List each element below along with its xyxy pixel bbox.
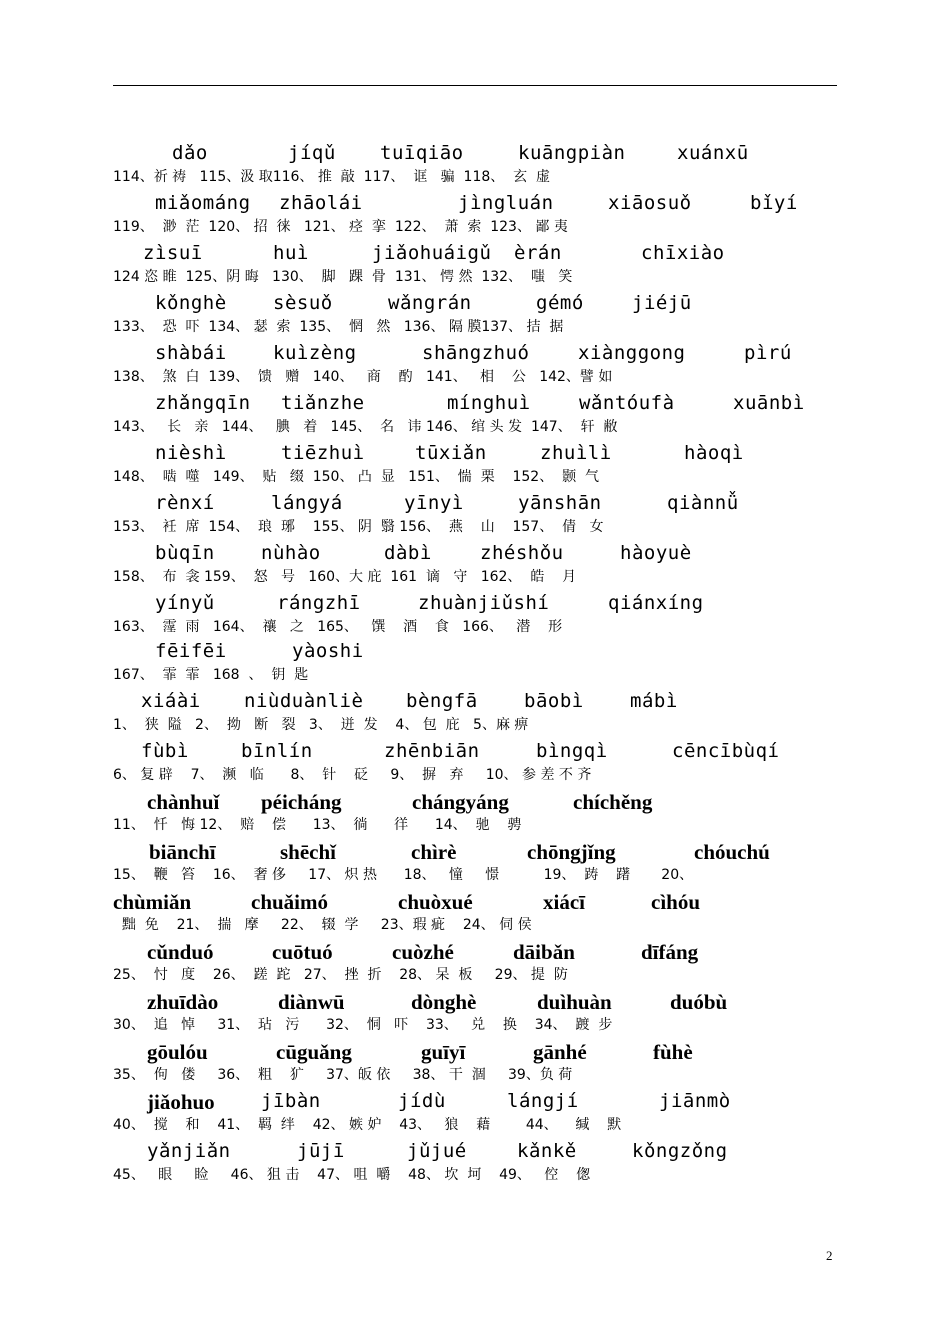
pinyin-word: xiácī bbox=[543, 890, 585, 914]
pinyin-word: huì bbox=[273, 242, 309, 264]
hanzi-line: 163、 霪 雨 164、 禳 之 165、 馔 酒 食 166、 潜 形 bbox=[113, 619, 563, 635]
pinyin-word: jiānmò bbox=[659, 1090, 731, 1112]
pinyin-word: fùhè bbox=[653, 1040, 693, 1064]
hanzi-line: 25、 忖 度 26、 蹉 跎 27、 挫 折 28、 呆 板 29、 提 防 bbox=[113, 967, 568, 983]
pinyin-word: kǒngzǒng bbox=[632, 1140, 728, 1162]
pinyin-word: zhēnbiān bbox=[384, 740, 480, 762]
word-row bbox=[0, 192, 950, 238]
pinyin-word: chuǎimó bbox=[251, 890, 329, 914]
pinyin-word: yínyǔ bbox=[155, 592, 215, 614]
pinyin-word: shēchǐ bbox=[280, 840, 337, 864]
pinyin-word: kǒnghè bbox=[155, 292, 227, 314]
pinyin-word: yǎnjiǎn bbox=[147, 1140, 231, 1162]
pinyin-word: mábì bbox=[630, 690, 678, 712]
pinyin-word: duìhuàn bbox=[537, 990, 612, 1014]
hanzi-line: 30、 追 悼 31、 玷 污 32、 恫 吓 33、 兑 换 34、 踱 步 bbox=[113, 1017, 613, 1033]
pinyin-word: chīxiào bbox=[641, 242, 725, 264]
pinyin-word: niùduànliè bbox=[244, 690, 364, 712]
pinyin-word: pìrú bbox=[744, 342, 792, 364]
hanzi-line: 45、 眼 睑 46、 狙 击 47、 咀 嚼 48、 坎 坷 49、 倥 偬 bbox=[113, 1167, 591, 1183]
pinyin-word: shāngzhuó bbox=[422, 342, 530, 364]
pinyin-word: kǎnkě bbox=[517, 1140, 577, 1162]
hanzi-line: 黜 免 21、 揣 摩 22、 辍 学 23、瑕 疵 24、 伺 侯 bbox=[113, 917, 532, 933]
pinyin-word: èrán bbox=[514, 242, 562, 264]
pinyin-word: cìhóu bbox=[651, 890, 701, 914]
pinyin-word: gémó bbox=[536, 292, 584, 314]
word-row bbox=[0, 242, 950, 288]
pinyin-word: dònghè bbox=[411, 990, 477, 1014]
pinyin-word: xiāosuǒ bbox=[608, 192, 692, 214]
pinyin-word: rángzhī bbox=[277, 592, 361, 614]
pinyin-word: jíqǔ bbox=[288, 142, 336, 164]
pinyin-word: cūguǎng bbox=[276, 1040, 352, 1064]
pinyin-word: fēifēi bbox=[155, 640, 227, 662]
page-number: 2 bbox=[826, 1248, 833, 1263]
pinyin-word: sèsuǒ bbox=[273, 292, 333, 314]
pinyin-word: zhāolái bbox=[279, 192, 363, 214]
word-row bbox=[0, 740, 950, 786]
pinyin-word: dīfáng bbox=[641, 940, 699, 964]
pinyin-word: chóuchú bbox=[694, 840, 770, 864]
pinyin-word: dàbì bbox=[384, 542, 432, 564]
word-row bbox=[0, 1040, 950, 1086]
pinyin-word: hàoqì bbox=[684, 442, 744, 464]
pinyin-word: jiǎohuo bbox=[147, 1090, 215, 1114]
pinyin-word: tūxiǎn bbox=[415, 442, 487, 464]
pinyin-word: bīnlín bbox=[241, 740, 313, 762]
pinyin-word: nièshì bbox=[155, 442, 227, 464]
pinyin-word: chōngjǐng bbox=[527, 840, 616, 864]
hanzi-line: 143、 长 亲 144、 腆 着 145、 名 讳 146、 绾 头 发 147、 轩 敝 bbox=[113, 419, 618, 435]
hanzi-line: 167、 霏 霏 168 、 钥 匙 bbox=[113, 667, 309, 683]
hanzi-line: 119、 渺 茫 120、 招 徕 121、 痉 挛 122、 萧 索 123、 鄙 夷 bbox=[113, 219, 568, 235]
word-row bbox=[0, 592, 950, 638]
pinyin-word: nùhào bbox=[261, 542, 321, 564]
hanzi-line: 35、 佝 偻 36、 粗 犷 37、皈 依 38、 干 涸 39、负 荷 bbox=[113, 1067, 573, 1083]
pinyin-word: yānshān bbox=[518, 492, 602, 514]
pinyin-word: yàoshi bbox=[292, 640, 364, 662]
hanzi-line: 153、 衽 席 154、 琅 琊 155、 阴 翳 156、 燕 山 157、 倩 女 bbox=[113, 519, 604, 535]
pinyin-word: kuìzèng bbox=[273, 342, 357, 364]
hanzi-line: 133、 恐 吓 134、 瑟 索 135、 惘 然 136、 隔 膜137、 拮 据 bbox=[113, 319, 564, 335]
pinyin-word: yīnyì bbox=[404, 492, 464, 514]
word-row bbox=[0, 990, 950, 1036]
pinyin-word: dāibǎn bbox=[513, 940, 575, 964]
pinyin-word: chuòxué bbox=[398, 890, 473, 914]
pinyin-word: chùmiǎn bbox=[113, 890, 192, 914]
pinyin-word: xiáài bbox=[141, 690, 201, 712]
header-rule bbox=[113, 85, 837, 86]
word-row bbox=[0, 890, 950, 936]
pinyin-word: zhéshǒu bbox=[480, 542, 564, 564]
hanzi-line: 1、 狭 隘 2、 拗 断 裂 3、 迸 发 4、 包 庇 5、麻 痹 bbox=[113, 717, 529, 733]
pinyin-word: rènxí bbox=[155, 492, 215, 514]
hanzi-line: 6、 复 辟 7、 濒 临 8、 针 砭 9、 摒 弃 10、 参 差 不 齐 bbox=[113, 767, 592, 783]
word-row bbox=[0, 940, 950, 986]
pinyin-word: zhuànjiǔshí bbox=[418, 592, 550, 614]
pinyin-word: zhuìlì bbox=[540, 442, 612, 464]
pinyin-word: cuòzhé bbox=[392, 940, 454, 964]
hanzi-line: 158、 布 衾 159、 怒 号 160、大 庇 161 谪 守 162、 皓 月 bbox=[113, 569, 577, 585]
pinyin-word: cēncībùqí bbox=[672, 740, 780, 762]
pinyin-word: bǐyí bbox=[750, 192, 798, 214]
word-row bbox=[0, 840, 950, 886]
word-row bbox=[0, 542, 950, 588]
hanzi-line: 15、 鞭 笞 16、 奢 侈 17、 炽 热 18、 憧 憬 19、 踌 躇 20、 bbox=[113, 867, 694, 883]
hanzi-line: 138、 煞 白 139、 馈 赠 140、 商 酌 141、 相 公 142、譬 如 bbox=[113, 369, 613, 385]
pinyin-word: biānchī bbox=[149, 840, 216, 864]
pinyin-word: wǎngrán bbox=[388, 292, 472, 314]
pinyin-word: gānhé bbox=[533, 1040, 587, 1064]
word-row bbox=[0, 142, 950, 188]
pinyin-word: shàbái bbox=[155, 342, 227, 364]
pinyin-word: fùbì bbox=[141, 740, 189, 762]
pinyin-word: chìrè bbox=[411, 840, 457, 864]
pinyin-word: zhuīdào bbox=[147, 990, 219, 1014]
pinyin-word: jībàn bbox=[261, 1090, 321, 1112]
pinyin-word: jídù bbox=[398, 1090, 446, 1112]
hanzi-line: 124 恣 睢 125、阴 晦 130、 脚 踝 骨 131、 愕 然 132、 嗤 笑 bbox=[113, 269, 573, 285]
pinyin-word: zhǎngqīn bbox=[155, 392, 251, 414]
word-row bbox=[0, 492, 950, 538]
pinyin-word: bùqīn bbox=[155, 542, 215, 564]
word-row bbox=[0, 690, 950, 736]
pinyin-word: gōulóu bbox=[147, 1040, 208, 1064]
pinyin-word: kuāngpiàn bbox=[518, 142, 626, 164]
pinyin-word: xuānbì bbox=[733, 392, 805, 414]
pinyin-word: xuánxū bbox=[677, 142, 749, 164]
pinyin-word: jiéjū bbox=[632, 292, 692, 314]
word-row bbox=[0, 442, 950, 488]
pinyin-word: tuīqiāo bbox=[380, 142, 464, 164]
pinyin-word: tiēzhuì bbox=[281, 442, 365, 464]
pinyin-word: cǔnduó bbox=[147, 940, 214, 964]
pinyin-word: miǎománg bbox=[155, 192, 251, 214]
pinyin-word: guīyī bbox=[421, 1040, 466, 1064]
word-row bbox=[0, 342, 950, 388]
word-row bbox=[0, 790, 950, 836]
pinyin-word: jǔjué bbox=[407, 1140, 467, 1162]
word-row bbox=[0, 392, 950, 438]
pinyin-word: dǎo bbox=[172, 142, 208, 164]
pinyin-word: chànhuǐ bbox=[147, 790, 220, 814]
hanzi-line: 11、 忏 悔 12、 赔 偿 13、 徜 徉 14、 驰 骋 bbox=[113, 817, 522, 833]
pinyin-word: bèngfā bbox=[406, 690, 478, 712]
pinyin-word: bìngqì bbox=[536, 740, 608, 762]
pinyin-word: wǎntóufà bbox=[579, 392, 675, 414]
pinyin-word: mínghuì bbox=[447, 392, 531, 414]
hanzi-line: 148、 啮 噬 149、 贴 缀 150、 凸 显 151、 惴 栗 152、 颢 气 bbox=[113, 469, 600, 485]
pinyin-word: jiǎohuáigǔ bbox=[372, 242, 492, 264]
pinyin-word: lángjí bbox=[507, 1090, 579, 1112]
pinyin-word: cuōtuó bbox=[272, 940, 333, 964]
pinyin-word: hàoyuè bbox=[620, 542, 692, 564]
pinyin-word: tiǎnzhe bbox=[281, 392, 365, 414]
hanzi-line: 40、 搅 和 41、 羁 绊 42、 嫉 妒 43、 狼 藉 44、 缄 默 bbox=[113, 1117, 622, 1133]
pinyin-word: bāobì bbox=[524, 690, 584, 712]
pinyin-word: xiànggong bbox=[578, 342, 686, 364]
pinyin-word: duóbù bbox=[670, 990, 728, 1014]
pinyin-word: lángyá bbox=[271, 492, 343, 514]
word-row bbox=[0, 640, 950, 686]
word-row bbox=[0, 1090, 950, 1136]
pinyin-word: qiànnǚ bbox=[667, 492, 739, 514]
pinyin-word: diànwū bbox=[278, 990, 345, 1014]
pinyin-word: zìsuī bbox=[143, 242, 203, 264]
word-row bbox=[0, 1140, 950, 1186]
pinyin-word: jìngluán bbox=[458, 192, 554, 214]
pinyin-word: chíchěng bbox=[573, 790, 653, 814]
pinyin-word: péicháng bbox=[261, 790, 342, 814]
hanzi-line: 114、祈 祷 115、汲 取116、 推 敲 117、 诓 骗 118、 玄 虚 bbox=[113, 169, 551, 185]
word-row bbox=[0, 292, 950, 338]
pinyin-word: chángyáng bbox=[412, 790, 509, 814]
pinyin-word: jūjī bbox=[297, 1140, 345, 1162]
pinyin-word: qiánxíng bbox=[608, 592, 704, 614]
